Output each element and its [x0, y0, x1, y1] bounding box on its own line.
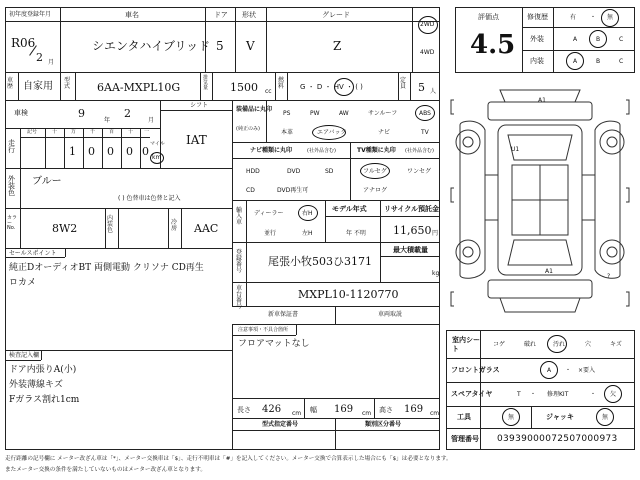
mileage-label: 走行 — [8, 139, 15, 154]
spare-kit: 修理KIT — [547, 391, 569, 398]
interior-color-label: 内装色 — [107, 215, 114, 234]
model-year-value: 年 不明 — [346, 230, 366, 237]
glass-a: A — [547, 367, 552, 374]
length-unit: cm — [292, 410, 302, 417]
registration-label: 登録番号 — [236, 249, 243, 274]
spare-dot2: ・ — [590, 391, 597, 398]
mgmt-label: 管理番号 — [451, 435, 479, 443]
seat-stain-circle — [547, 335, 567, 353]
cc-unit: cc — [265, 88, 272, 95]
tv-oneseg: ワンセグ — [407, 168, 432, 175]
recycle-value: 11,650 — [393, 224, 432, 237]
recycle-unit: 円 — [432, 230, 439, 237]
repair-no-circle — [601, 9, 619, 27]
width-value: 169 — [334, 404, 354, 415]
import-left-hand: 左H — [302, 230, 313, 237]
new-warranty: 新車保証書 — [268, 311, 299, 318]
cold-label: 冷房 — [171, 219, 178, 232]
equip-pw: PW — [310, 110, 320, 117]
notes-label: 注意事項・不具合箇所 — [238, 327, 289, 333]
exterior-b: B — [596, 36, 601, 43]
tools-value: 無 — [508, 414, 515, 421]
usage-value: 自家用 — [23, 81, 53, 92]
mileage-digit-4: 0 — [126, 145, 133, 158]
mile-label: マイル — [150, 141, 165, 147]
airbag-circle — [312, 125, 346, 140]
inspector-line3: Fガラス割れ1cm — [9, 395, 80, 405]
exterior-a: A — [573, 36, 578, 43]
inspection-year-unit: 年 — [104, 117, 111, 124]
inspector-line1: ドア内張りA(小) — [9, 365, 77, 375]
tools-circle — [502, 408, 520, 426]
drive-2wd: 2WD — [420, 21, 435, 28]
shift-value: IAT — [186, 133, 207, 147]
first-reg-month-unit: 月 — [48, 59, 55, 66]
tv-subtitle: (社外品含む) — [405, 148, 434, 154]
car-diagram — [450, 80, 630, 325]
grade-value: Z — [333, 39, 342, 53]
height-value: 169 — [404, 404, 424, 415]
equip-abs: ABS — [419, 110, 431, 117]
mileage-digit-label-3: 千 — [90, 129, 96, 135]
tools-label: 工具 — [457, 413, 471, 421]
color-note: ( ) 色替車は色替と記入 — [118, 195, 181, 202]
exterior-c: C — [619, 36, 624, 43]
shift-label: シフト — [190, 102, 209, 109]
width-unit: cm — [362, 410, 372, 417]
mileage-digit-label-5: 十 — [128, 129, 134, 135]
spare-label: スペアタイヤ — [451, 390, 493, 398]
footer-line1: 走行距離の記号欄に メーター改ざん車は「*」、メーター交換車は「$」、走行不明車は「#」を記入してください。メーター交換で合算表示した場合にも「$」は必要となります。 — [5, 456, 452, 462]
repair-yes: 有 — [570, 14, 577, 21]
exterior-b-circle — [589, 30, 607, 48]
equip-navi: ナビ — [378, 129, 391, 136]
equip-tv: TV — [421, 129, 429, 136]
displacement-value: 1500 — [230, 81, 258, 94]
interior-label: 内装 — [530, 57, 544, 65]
glass-replace: ×要入 — [578, 367, 596, 374]
model-value: 6AA-MXPL10G — [97, 81, 181, 94]
mileage-digit-5: 0 — [142, 145, 149, 158]
score-label: 評価点 — [478, 13, 499, 21]
vin-value: MXPL10-1120770 — [298, 288, 399, 301]
car-name: シエンタハイブリッド — [92, 39, 211, 53]
nav-title: ナビ種類に丸印 — [250, 147, 293, 154]
fuel-label: 燃料 — [278, 77, 285, 90]
registration-value: 尾張小牧503ひ3171 — [268, 255, 372, 268]
spare-missing-circle — [604, 385, 622, 403]
drive-4wd: 4WD — [420, 49, 435, 56]
repair-no: 無 — [607, 14, 614, 21]
tv-fullseg: フルセグ — [363, 168, 387, 175]
diagram-mark-side: U1 — [511, 146, 520, 153]
km-label: km — [152, 154, 162, 161]
doors-value: 5 — [216, 39, 224, 53]
type-cert-label: 型式指定番号 — [262, 421, 299, 428]
color-label: 外装色 — [8, 175, 15, 197]
max-load-label: 最大積載量 — [393, 246, 428, 254]
nav-cd: CD — [246, 187, 255, 194]
nav-sd: SD — [325, 168, 334, 175]
nav-dvd: DVD — [287, 168, 301, 175]
mileage-digit-label-4: 百 — [109, 129, 115, 135]
equip-subtitle: (純正のみ) — [236, 126, 260, 132]
interior-a: A — [573, 58, 578, 65]
import-dealer: ディーラー — [254, 210, 284, 217]
class-label: 類別区分番号 — [365, 421, 402, 428]
inspection-month-unit: 月 — [148, 117, 155, 124]
jack-value: 無 — [602, 414, 609, 421]
model-label: 型式 — [64, 77, 71, 90]
mileage-digit-1: 1 — [69, 145, 76, 158]
abs-circle — [415, 105, 435, 121]
fuel-options: G ・ D ・ HV ・ ( ) — [300, 83, 363, 91]
spare-dot1: ・ — [530, 391, 537, 398]
mileage-digit-2: 0 — [88, 145, 95, 158]
first-reg-year: R06 — [11, 36, 36, 50]
notes-line1: フロアマットなし — [238, 339, 310, 349]
glass-a-circle — [540, 361, 558, 379]
diagram-mark-front: A1 — [538, 97, 546, 104]
inspection-label: 車検 — [14, 109, 28, 117]
interior-b: B — [596, 58, 601, 65]
inspection-year: 9 — [78, 107, 85, 120]
tv-title: TV種類に丸印 — [357, 147, 396, 154]
glass-label: フロントガラス — [451, 366, 500, 374]
inspection-month: 2 — [124, 107, 131, 120]
mileage-digit-label-0: 記号 — [27, 129, 38, 135]
sales-point-line1: 純正DオーディオBT 両側電動 クリソナ CD再生 — [9, 263, 204, 273]
import-right-hand: 右H — [302, 210, 313, 217]
mileage-digit-label-2: 万 — [71, 129, 77, 135]
seat-item-stain: 汚れ — [553, 341, 566, 348]
length-label: 長さ — [237, 406, 251, 414]
seat-item-hole: 穴 — [585, 341, 592, 348]
width-label: 幅 — [310, 406, 317, 414]
mgmt-value: 03939000072507000973 — [497, 434, 618, 444]
fuel-hv-circle — [334, 78, 354, 96]
spare-t: T — [517, 391, 521, 398]
first-reg-month: 2 — [36, 51, 43, 64]
capacity-label: 定員 — [400, 77, 407, 90]
doors-label: ドア — [214, 11, 228, 19]
capacity-value: 5 — [418, 81, 425, 94]
cold-value: AAC — [194, 222, 219, 235]
seat-item-tear: 破れ — [524, 341, 537, 348]
jack-label: ジャッキ — [546, 413, 574, 421]
color-no-value: 8W2 — [52, 222, 78, 235]
usage-label: 車歴 — [7, 77, 14, 90]
spare-missing: 欠 — [610, 391, 617, 398]
right-hand-circle — [298, 205, 318, 221]
sales-point-label: セールスポイント — [9, 250, 57, 257]
color-value: ブルー — [32, 176, 62, 187]
diagram-mark-rear: A1 — [545, 268, 553, 275]
equip-aw: AW — [339, 110, 349, 117]
nav-subtitle: (社外品含む) — [307, 148, 336, 154]
shape-value: V — [246, 39, 255, 53]
score-value: 4.5 — [470, 30, 516, 60]
equip-ps: PS — [283, 110, 291, 117]
interior-a-circle — [566, 52, 584, 70]
import-label: 輸入車 — [236, 207, 243, 226]
height-unit: cm — [430, 410, 440, 417]
mileage-digit-label-6: 一 — [144, 129, 150, 135]
capacity-unit: 人 — [430, 88, 437, 95]
fullseg-circle — [360, 163, 390, 179]
equip-sunroof: サンルーフ — [368, 110, 398, 117]
glass-dot: ・ — [565, 367, 572, 374]
mileage-digit-3: 0 — [107, 145, 114, 158]
tv-analog: アナログ — [363, 187, 388, 194]
sales-point-line2: ロカメ — [9, 278, 37, 288]
footer-line2: またメーター交換の条件を満たしていないものはメーター改ざん車となります。 — [5, 467, 206, 473]
height-label: 高さ — [379, 406, 393, 414]
equip-leather: 本革 — [281, 129, 294, 136]
seat-item-scratch: キズ — [610, 341, 622, 348]
recycle-label: リサイクル預託金 — [384, 205, 440, 213]
diagram-mark-corner: ? — [607, 273, 611, 280]
displacement-label: 排気量 — [203, 75, 209, 91]
jack-circle — [596, 408, 614, 426]
import-parallel: 並行 — [264, 230, 277, 237]
grade-label: グレード — [322, 11, 350, 19]
vin-label: 車台番号 — [236, 285, 243, 310]
inspector-label: 検査記入欄 — [9, 352, 40, 359]
car-name-label: 車名 — [125, 11, 139, 19]
manual: 車両取説 — [378, 311, 403, 318]
inspector-line2: 外装薄線キズ — [9, 380, 63, 390]
exterior-label: 外装 — [530, 35, 544, 43]
first-reg-label: 初年度登録年月 — [9, 11, 52, 18]
interior-c: C — [619, 58, 624, 65]
shape-label: 形状 — [242, 11, 256, 19]
repair-label: 修復歴 — [527, 13, 548, 21]
length-value: 426 — [262, 404, 282, 415]
nav-hdd: HDD — [246, 168, 260, 175]
seat-item-koge: コゲ — [493, 341, 506, 348]
model-year-label: モデル年式 — [332, 205, 367, 213]
mileage-digit-label-1: 十 — [52, 129, 58, 135]
equip-airbag: エアバック — [317, 129, 347, 136]
color-no-label: カラーNo. — [7, 215, 18, 231]
seat-label: 室内シート — [452, 336, 480, 354]
equip-title: 装備品に丸印 — [236, 106, 273, 113]
nav-dvd-play: DVD再生可 — [277, 187, 309, 194]
max-load-unit: kg — [432, 270, 440, 277]
